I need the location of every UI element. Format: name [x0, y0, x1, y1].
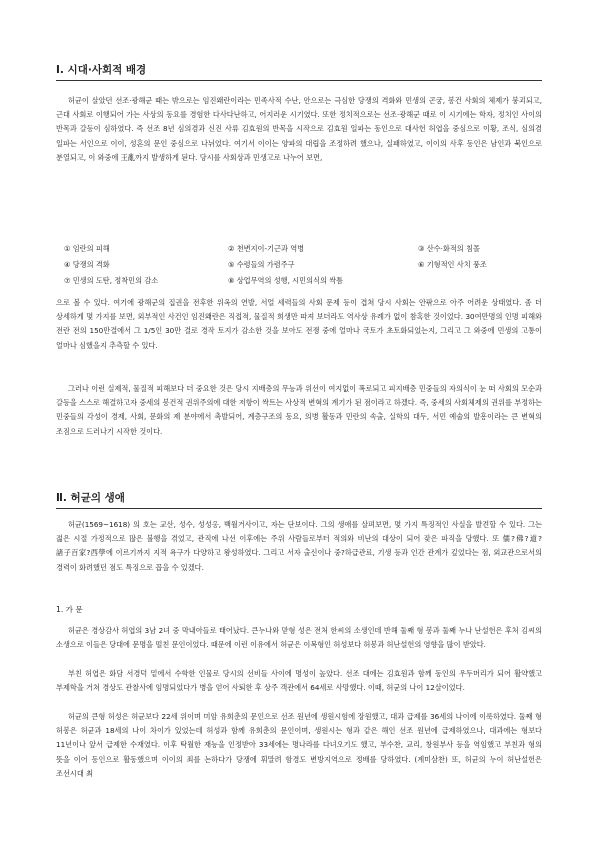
section-2-title: Ⅱ. 허균의 생애	[56, 492, 125, 504]
section-2-paragraph-3: 부친 허엽은 화담 서경덕 밑에서 수학한 인물로 당시의 선비들 사이에 명성이 높았다. 선조 대에는 김효원과 함께 동인의 우두머리가 되어 활약했고 부제학을 거쳐 경상도 관찰사에 임명되었다가 병을 얻어 사퇴한 후 상주 객관에서 64세로 사망했다. 이때, 허균의 나이 12살이었다.	[56, 669, 542, 693]
list-item: ⑤ 수령들의 가렴주구	[228, 260, 295, 269]
list-item: ② 천변지이-기근과 역병	[228, 244, 305, 253]
list-item: ⑦ 민생의 도탄, 정착민의 감소	[64, 276, 159, 285]
list-item: ⑥ 기형적인 사치 풍조	[418, 260, 487, 269]
list-item: ④ 당쟁의 격화	[64, 260, 110, 269]
section-2-divider	[56, 508, 542, 509]
list-item: ⑧ 상업무역의 성행, 시민의식의 싹틈	[228, 276, 344, 285]
document-page	[56, 0, 542, 842]
list-item: ③ 산수·화적의 침몰	[418, 244, 480, 253]
list-row-2	[64, 260, 542, 274]
section-1-title: Ⅰ. 시대·사회적 배경	[56, 64, 147, 76]
section-2-paragraph-2: 허균은 경상감사 허엽의 3남 2녀 중 막내아들로 태어났다. 큰누나와 맏형 성은 전처 한씨의 소생인데 반해 둘째 형 봉과 둘째 누나 난설헌은 후처 김씨의 소생으로 이들은 당대에 문명을 떨친 문인이었다. 때문에 이런 이유에서 허균은 이복형인 허성보다 허봉과 허난설헌의 영향을 많이 받았다.	[56, 626, 542, 650]
section-1-paragraph-3: 그러나 이런 실제적, 물질적 피해보다 더 중요한 것은 당시 지배층의 무능과 위선이 여지없이 폭로되고 피지배층 민중들의 자의식이 눈 떠 사회의 모순과 갈등을 스스로 해결하고자 중세의 봉건적 권위주의에 대한 저항이 싹트는 사상적 변혁의 계기가 된 점이라고 하겠다. 즉, 중세의 사회체제의 권위를 부정하는 민중들의 각성이 경제, 사회, 문화의 제 분야에서 촉발되어, 계층구조의 동요, 의병 활동과 민란의 속출, 실학의 대두, 서민 예술의 발흥이라는 큰 변혁의 조짐으로 드러나기 시작한 것이다.	[56, 384, 542, 436]
section-2-paragraph-1: 허균(1569~1618) 의 호는 교산, 성수, 성성옹, 백월거사이고, 자는 단보이다. 그의 생애를 살펴보면, 몇 가지 특징적인 사실을 발견할 수 있다. 그는 젊은 시절 가정적으로 많은 불행을 겪었고, 관직에 나선 이후에는 주위 사람들로부터 적의와 비난의 대상이 되어 잦은 파직을 당했다. 또 儒?佛?道?諸子百家?西學에 이르기까지 지적 욕구가 다양하고 왕성하였다. 그리고 서자 출신이나 중?하급관료, 기생 등과 인간 관계가 깊었다는 점, 외교관으로서의 경력이 화려했던 점도 특징으로 꼽을 수 있겠다.	[56, 520, 542, 572]
section-1-paragraph-2: 으로 볼 수 있다. 여기에 광해군의 집권을 전후한 위옥의 연발, 서얼 세력들의 사회 문제 등이 겹쳐 당시 사회는 안팎으로 아주 어려운 상태였다. 좀 더 상세하게 몇 가지를 보면, 외부적인 사건인 임진왜란은 직접적, 물질적 희생만 따져 보더라도 역사상 유례가 없이 참혹한 것이었다. 30여만명의 인명 피해와 전란 전의 150만결에서 그 1/5인 30만 결로 경작 토지가 감소한 것을 보아도 전쟁 중에 얼마나 국토가 초토화되었는지, 그리고 그 와중에 민생의 고통이 얼마나 심했을지 추측할 수 있다.	[56, 298, 542, 350]
subsection-title: 1. 가 문	[56, 605, 83, 614]
list-row-3	[64, 276, 542, 290]
list-row-1	[64, 244, 542, 258]
section-1-divider	[56, 80, 542, 81]
section-2-paragraph-4: 허균의 큰형 허성은 허균보다 22세 위이며 미암 유희춘의 문인으로 선조 원년에 생원시험에 장원했고, 대과 급제를 36세의 나이에 이룩하였다. 둘째 형 허봉은 허균과 18세의 나이 차이가 있었는데 허성과 함께 유희춘의 문인이며, 생원시는 형과 같은 해인 선조 원년에 급제하였으나, 대과에는 형보다 11년이나 앞서 급제한 수재였다. 이후 탁월한 재능을 인정받아 33세에는 명나라를 다녀오기도 했고, 부수찬, 교리, 창원부사 등을 역임했고 부친과 형의 뜻을 이어 동인으로 활동했으며 이이의 죄를 논하다가 당쟁에 휘말려 함경도 변방지역으로 정배를 당하였다. (계미삼찬) 또, 허균의 누이 허난설헌은 조선시대 최	[56, 712, 542, 778]
section-1-paragraph-1: 허균이 살았던 선조·광해군 때는 밖으로는 임진왜란이라는 민족사적 수난, 안으로는 극심한 당쟁의 격화와 민생의 곤궁, 봉건 사회의 체제가 붕괴되고, 근대 사회로 이행되어 가는 사상의 동요를 경험한 다사다난하고, 어지러운 시기였다. 또한 정치적으로는 선조·광해군 때로 이 시기에는 학자, 정치인 사이의 반목과 갈등이 심하였다. 즉 선조 8년 심의겸과 신진 사류 김효원의 반목을 시작으로 김효원 일파는 동인으로 대사헌 허엽을 중심으로 이황, 조식, 심의겸 일파는 서인으로 이이, 성혼의 문인 중심으로 나뉘었다. 여기서 이이는 양파의 대립을 조정하려 했으나, 실패하였고, 이이의 사후 동인은 남인과 북인으로 분열되고, 이 와중에 王亂까지 발생하게 된다. 당시를 사회상과 민생고로 나누어 보면,	[56, 96, 542, 162]
list-item: ① 임란의 피해	[64, 244, 110, 253]
